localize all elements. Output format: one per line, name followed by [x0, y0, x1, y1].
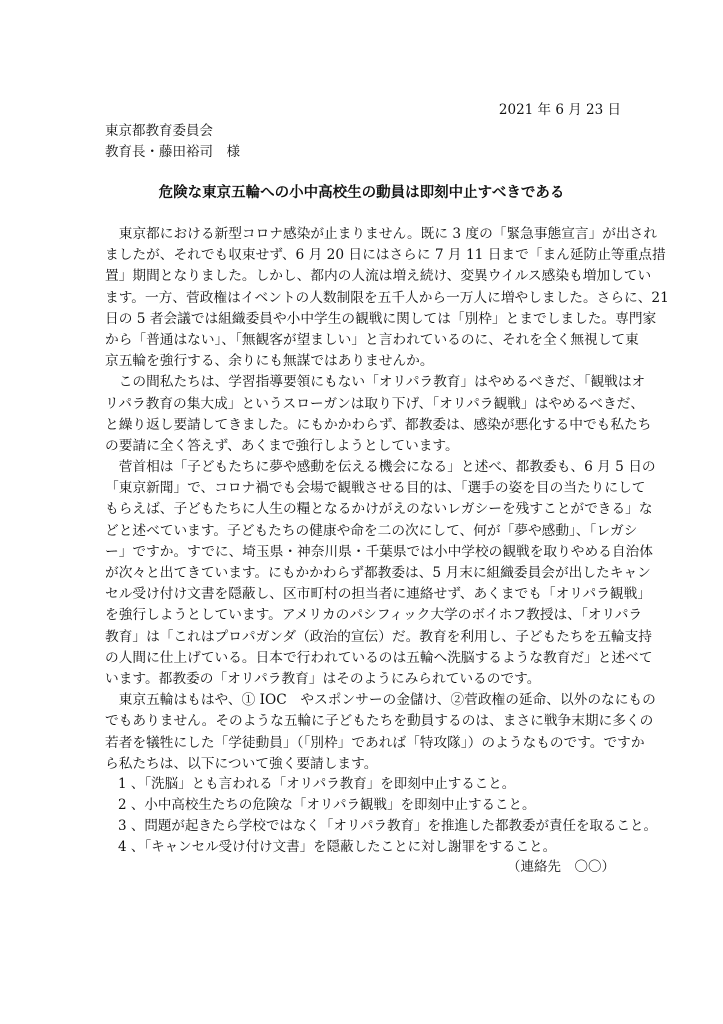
body-line: 置」期間となりました。しかし、都内の人流は増え続け、変異ウイルス感染も増加してい [105, 268, 652, 285]
body-line: 教育」は「これはプロパガンダ（政治的宣伝）だ。教育を利用し、子どもたちを五輪支持 [105, 628, 652, 645]
body-line: ら私たちは、以下について強く要請します。 [105, 755, 378, 772]
body-line: 東京都における新型コロナ感染が止まりません。既に 3 度の「緊急事態宣言」が出され [105, 226, 658, 242]
body-line: の要請に全く答えず、あくまで強行しようとしています。 [105, 437, 459, 454]
body-line: 東京五輪はもはや、① IOC やスポンサーの金儲け、②菅政権の延命、以外のなにもの [105, 692, 656, 709]
contact-info: （連絡先 〇〇） [507, 859, 615, 875]
addressee-organization: 東京都教育委員会 [105, 123, 213, 139]
request-item: 4 、「キャンセル受け付け文書」を隠蔽したことに対し謝罪をすること。 [118, 839, 557, 855]
request-list [118, 774, 657, 858]
body-line: ます。一方、菅政権はイベントの人数制限を五千人から一万人に増やしました。さらに、21 [105, 289, 669, 306]
request-item: 2 、小中高校生たちの危険な「オリパラ観戦」を即刻中止すること。 [118, 797, 536, 813]
body-line: が次々と出てきています。にもかかわらず都教委は、5 月末に組織委員会が出したキャン [105, 565, 651, 581]
body-line: リパラ教育の集大成」というスローガンは取り下げ、「オリパラ観戦」はやめるべきだ、 [105, 395, 645, 412]
body-line: 日の 5 者会議では組織委員や小中学生の観戦に関しては「別枠」とまでしました。専門家 [105, 310, 657, 327]
body-line: この間私たちは、学習指導要領にもない「オリパラ教育」はやめるべきだ、「観戦はオ [105, 374, 646, 391]
body-line: と繰り返し要請してきました。にもかかわらず、都教委は、感染が悪化する中でも私たち [105, 416, 652, 433]
request-item: 3 、問題が起きたら学校ではなく「オリパラ教育」を推進した都教委が責任を取ること。 [118, 818, 657, 834]
body-line: 菅首相は「子どもたちに夢や感動を伝える機会になる」と述べ、都教委も、6 月 5 日の [105, 459, 656, 476]
body-line: ましたが、それでも収束せず、6 月 20 日にはさらに 7 月 11 日まで「まん延防止等重点措 [105, 247, 666, 264]
body-line: 若者を犠牲にした「学徒動員」（「別枠」であれば「特攻隊」）のようなものです。ですか [105, 734, 645, 751]
body-line: を強行しようとしています。アメリカのパシフィック大学のボイホフ教授は、「オリパラ [105, 607, 643, 624]
body-line: の人間に仕上げている。日本で行われているのは五輪へ洗脳するような教育だ」と述べて [105, 649, 653, 666]
body-line: から「普通はない」、「無観客が望ましい」と言われているのに、それを全く無視して東 [105, 331, 639, 348]
request-item: 1 、「洗脳」とも言われる「オリパラ教育」を即刻中止すること。 [118, 776, 516, 792]
body-line: セル受け付け文書を隠蔽し、区市町村の担当者に連絡せず、あくまでも「オリパラ観戦」 [105, 586, 651, 603]
body-line: どと述べています。子どもたちの健康や命を二の次にして、何が「夢や感動」、「レガシ [105, 522, 638, 539]
body-line: ー」ですか。すでに、埼玉県・神奈川県・千葉県では小中学校の観戦を取りやめる自治体 [105, 543, 653, 560]
letter-date: 2021 年 6 月 23 日 [498, 102, 621, 118]
addressee-person: 教育長・藤田裕司 様 [105, 144, 240, 160]
body-line: 京五輪を強行する、余りにも無謀ではありませんか。 [105, 353, 434, 370]
body-line: 「東京新聞」で、コロナ禍でも会場で観戦させる目的は、「選手の姿を目の当たりにして [105, 480, 646, 497]
letter-title: 危険な東京五輪への小中高校生の動員は即刻中止すべきである [158, 185, 565, 201]
letter-body [105, 224, 669, 775]
body-line: もらえば、子どもたちに人生の糧となるかけがえのないレガシーを残すことができる」な [105, 501, 653, 518]
body-line: います。都教委の「オリパラ教育」はそのようにみられているのです。 [105, 670, 541, 687]
body-line: でもありません。そのような五輪に子どもたちを動員するのは、まさに戦争末期に多くの [105, 713, 654, 730]
